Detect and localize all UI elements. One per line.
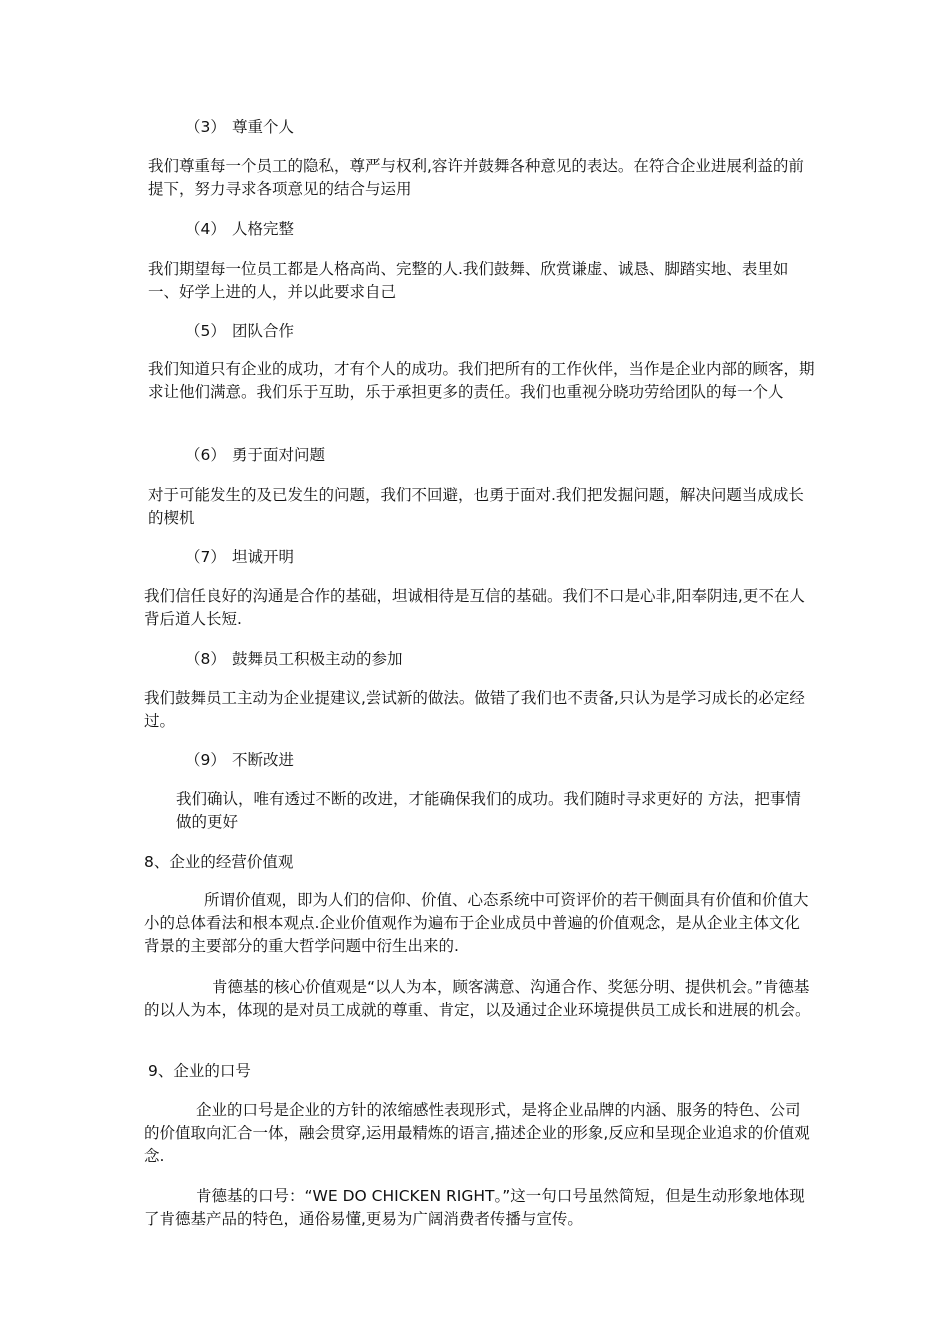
- heading-continuous-improvement: [185, 749, 855, 772]
- heading-integrity: [185, 218, 855, 241]
- section-9-paragraph-2: 肯德基的口号：“WE DO CHICKEN RIGHT。”这一句口号虽然简短，但是生动形象地体现了肯德基产品的特色，通俗易懂,更易为广阔消费者传播与宣传。: [144, 1187, 805, 1228]
- heading-text: 尊重个人: [232, 118, 295, 136]
- heading-number: （9）: [185, 751, 226, 769]
- heading-number: （8）: [185, 650, 226, 668]
- heading-number: （3）: [185, 118, 226, 136]
- heading-text: 不断改进: [232, 751, 295, 769]
- paragraph-teamwork: 我们知道只有企业的成功，才有个人的成功。我们把所有的工作伙伴，当作是企业内部的顾客，期求让他们满意。我们乐于互助，乐于承担更多的责任。我们也重视分晓功劳给团队的每一个人: [148, 360, 815, 401]
- paragraph-integrity: 我们期望每一位员工都是人格高尚、完整的人.我们鼓舞、欣赏谦虚、诚恳、脚踏实地、表里如一、好学上进的人，并以此要求自己: [148, 260, 789, 301]
- heading-face-problems: [185, 444, 855, 467]
- heading-respect-individual: [185, 116, 855, 139]
- section-9-title: 9、企业的口号: [148, 1062, 251, 1080]
- paragraph-openness: 我们信任良好的沟通是合作的基础，坦诚相待是互信的基础。我们不口是心非,阳奉阴违,更不在人背后道人长短.: [144, 587, 805, 628]
- heading-openness: [185, 546, 855, 569]
- heading-text: 坦诚开明: [232, 548, 295, 566]
- paragraph-continuous-improvement: 我们确认，唯有透过不断的改进，才能确保我们的成功。我们随时寻求更好的 方法，把事情做的更好: [176, 790, 801, 831]
- section-8-paragraph-1: 所谓价值观，即为人们的信仰、价值、心态系统中可资评价的若干侧面具有价值和价值大小的总体看法和根本观点.企业价值观作为遍布于企业成员中普遍的价值观念，是从企业主体文化背景的主要部分的重大哲学问题中衍生出来的.: [144, 891, 809, 955]
- paragraph-respect-individual: 我们尊重每一个员工的隐私，尊严与权利,容许并鼓舞各种意见的表达。在符合企业进展利益的前提下，努力寻求各项意见的结合与运用: [148, 157, 804, 198]
- heading-number: （4）: [185, 220, 226, 238]
- heading-number: （7）: [185, 548, 226, 566]
- paragraph-face-problems: 对于可能发生的及已发生的问题，我们不回避，也勇于面对.我们把发掘问题，解决问题当成成长的楔机: [148, 486, 804, 527]
- paragraph-encourage-participation: 我们鼓舞员工主动为企业提建议,尝试新的做法。做错了我们也不责备,只认为是学习成长的必定经过。: [144, 689, 805, 730]
- section-8-paragraph-2: 肯德基的核心价值观是“以人为本，顾客满意、沟通合作、奖惩分明、提供机会。”肯德基的以人为本，体现的是对员工成就的尊重、肯定，以及通过企业环境提供员工成长和进展的机会。: [144, 978, 811, 1019]
- heading-text: 团队合作: [232, 322, 295, 340]
- heading-encourage-participation: [185, 648, 855, 671]
- section-8-title: 8、企业的经营价值观: [144, 853, 294, 871]
- heading-teamwork: [185, 320, 855, 343]
- heading-number: （5）: [185, 322, 226, 340]
- heading-text: 鼓舞员工积极主动的参加: [232, 650, 403, 668]
- heading-text: 勇于面对问题: [232, 446, 326, 464]
- heading-text: 人格完整: [232, 220, 295, 238]
- section-9-paragraph-1: 企业的口号是企业的方针的浓缩感性表现形式，是将企业品牌的内涵、服务的特色、公司的价值取向汇合一体，融会贯穿,运用最精炼的语言,描述企业的形象,反应和呈现企业追求的价值观念.: [144, 1101, 810, 1165]
- heading-number: （6）: [185, 446, 226, 464]
